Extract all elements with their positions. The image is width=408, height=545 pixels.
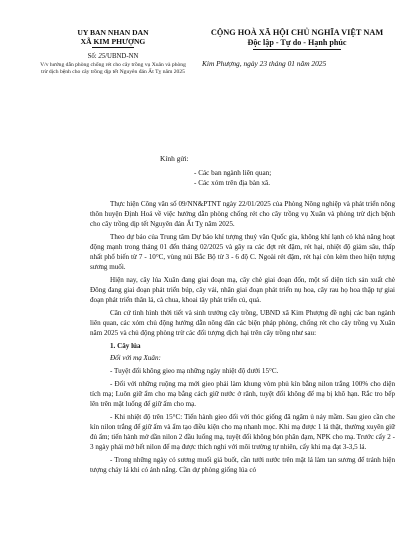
bullet-item: - Trong những ngày có sương muối giá buốt, cần tưới nước trên mặt lá làm tan sương để tránh hiện tượng cháy lá khi có ánh nắng. Cần dự phòng giống lúa có	[90, 455, 395, 474]
section-heading: 1. Cây lúa	[110, 341, 141, 350]
recipient-list	[194, 168, 271, 188]
agency-name-line1: UY BAN NHAN DAN	[77, 28, 149, 37]
issuing-agency-block	[38, 28, 188, 76]
recipient-item: - Các xóm trên địa bàn xã.	[194, 179, 271, 187]
body-paragraph: Theo dự báo của Trung tâm Dự báo khí tượng thuỷ văn Quốc gia, không khí lạnh có khả năng hoạt động mạnh trong tháng 01 đến tháng 02/2025 và gây ra các đợt rét đậm, rét hại, nhiệt độ giảm sâu, thấp nhất phổ biến từ 7 - 10°C, vùng núi Bắc Bộ từ 3 - 6 độ C. Ngoài rét đậm, rét hại còn kèm theo hiện tượng sương muối.	[90, 232, 395, 272]
document-subject: V/v hướng dẫn phòng chống rét cho cây trồng vụ Xuân và phòng trừ dịch bệnh cho cây trồng dịp tết Nguyên đán Ất Tỵ năm 2025	[40, 62, 186, 75]
body-paragraph: Thực hiện Công văn số 09/NN&PTNT ngày 22/01/2025 của Phòng Nông nghiệp và phát triển nông thôn huyện Định Hoá về việc hướng dẫn phòng chống rét cho cây trồng vụ Xuân và phòng trừ dịch bệnh cho cây trồng dịp tết Nguyên đán Ất Tỵ năm 2025.	[90, 200, 395, 229]
section-subheading: Đối với mạ Xuân:	[110, 354, 161, 363]
bullet-item: - Đối với những ruộng mạ mới gieo phải làm khung vòm phủ kín bằng nilon trắng 100% cho diện tích mạ; Luôn giữ ẩm cho mạ bằng cách giữ nước ở rãnh, tuyệt đối không để mạ bị khô hạn. Rắc tro bếp lên trên mặt luống để giữ ấm cho mạ.	[90, 379, 395, 408]
document-number	[38, 52, 188, 61]
body-paragraph: Hiện nay, cây lúa Xuân đang giai đoạn mạ, cây chè giai đoạn đốn, một số diện tích sản xuất chè Đông đang giai đoạn phát triển búp, cây vải, nhãn giai đoạn phát triển nụ hoa, cây rau họ hoa thập tự giai đoạn phát triển thân lá, cà chua, khoai tây phát triển củ, quả.	[90, 275, 395, 305]
nation-title: CỘNG HOÀ XÃ HỘI CHỦ NGHĨA VIỆT NAM	[210, 28, 384, 37]
bullet-item: - Tuyệt đối không gieo mạ những ngày nhiệt độ dưới 15°C.	[110, 366, 279, 375]
document-date: Kim Phượng, ngày 23 tháng 01 năm 2025	[202, 59, 327, 68]
doc-number-value: 25	[98, 53, 106, 60]
body-paragraph: Căn cứ tình hình thời tiết và sinh trưởng cây trồng, UBND xã Kim Phượng đề nghị các ban ngành liên quan, các xóm chủ động hướng dẫn nông dân các biện pháp phòng, chống rét cho cây trồng vụ Xuân năm 2025 và chủ động phòng trừ các đối tượng dịch hại trên cây trồng như sau:	[90, 308, 395, 337]
motto-underline	[253, 49, 341, 50]
agency-underline	[92, 47, 134, 48]
national-header-block	[196, 28, 398, 50]
doc-number-suffix: /UBND-NN	[105, 53, 139, 60]
recipient-item: - Các ban ngành liên quan;	[194, 169, 272, 177]
salutation: Kính gửi:	[160, 154, 189, 163]
agency-name-line2: XÃ KIM PHƯỢNG	[80, 37, 146, 46]
bullet-item: - Khi nhiệt độ trên 15°C: Tiến hành gieo đối với thóc giống đã ngâm ủ nảy mầm. Sau gieo cần che kín nilon trắng để giữ ấm và ẩm tạo điều kiện cho mạ nhanh mọc. Khi mạ được 1 lá thật, thường xuyên giữ đủ ẩm; tiến hành mở dần nilon 2 đầu luống mạ, tuyệt đối không bón phân đạm, NPK cho mạ. Trước cấy 2 - 3 ngày phải mở hết nilon để mạ được thích nghi với môi trường tự nhiên, cấy khi mạ đạt 3-3,5 lá.	[90, 412, 395, 451]
doc-number-prefix: Số:	[87, 53, 97, 60]
national-motto: Độc lập - Tự do - Hạnh phúc	[247, 38, 347, 47]
document-body	[90, 199, 395, 477]
